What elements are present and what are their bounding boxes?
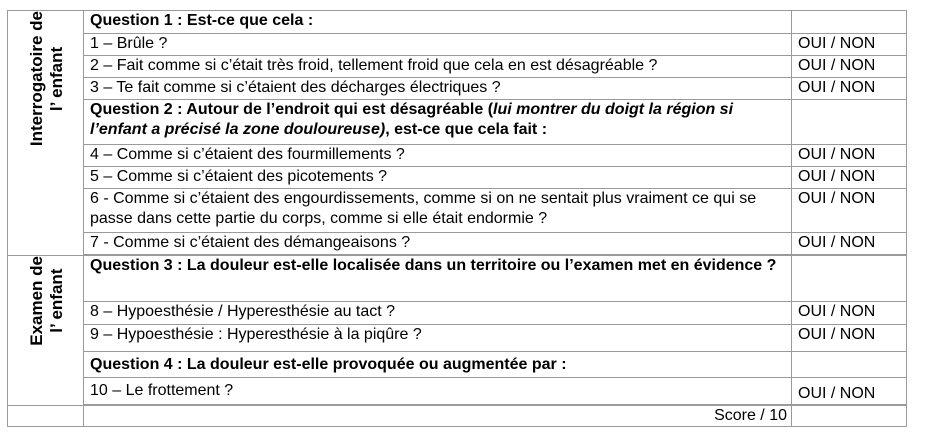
section-examen [8, 256, 84, 406]
q1-heading-row [8, 11, 907, 34]
question-item-2: 2 – Fait comme si c’était très froid, tellement froid que cela en est désagréable ? [84, 56, 792, 78]
score-row [8, 406, 907, 427]
empty-answer-cell [792, 256, 907, 302]
question-1-heading: Question 1 : Est-ce que cela : [84, 11, 792, 34]
table-row [8, 34, 907, 56]
empty-answer-cell [792, 100, 907, 145]
answer-oui-non: OUI / NON [792, 302, 907, 325]
answer-oui-non: OUI / NON [792, 189, 907, 233]
q4-heading-row [8, 352, 907, 378]
question-2-heading-start: Question 2 : Autour de l’endroit qui est désagréable ( [90, 101, 494, 118]
questionnaire-table [7, 10, 907, 427]
answer-oui-non: OUI / NON [792, 167, 907, 189]
question-item-8: 8 – Hypoesthésie / Hyperesthésie au tact ? [84, 302, 792, 325]
table-row [8, 302, 907, 325]
question-2-heading-end: , est-ce que cela fait : [385, 121, 548, 138]
empty-answer-cell [792, 352, 907, 378]
question-2-heading [84, 100, 792, 145]
answer-oui-non: OUI / NON [792, 78, 907, 100]
answer-oui-non: OUI / NON [792, 145, 907, 167]
table-row [8, 325, 907, 352]
section-interrogatoire-label: Interrogatoire de l’ enfant [26, 11, 66, 147]
score-empty-cell [8, 406, 84, 427]
answer-oui-non: OUI / NON [792, 34, 907, 56]
question-item-5: 5 – Comme si c’étaient des picotements ? [84, 167, 792, 189]
answer-oui-non: OUI / NON [792, 378, 907, 405]
question-item-9: 9 – Hypoesthésie : Hyperesthésie à la piqûre ? [84, 325, 792, 352]
answer-oui-non: OUI / NON [792, 233, 907, 255]
section-examen-label: Examen de l’ enfant [26, 256, 66, 346]
answer-oui-non: OUI / NON [792, 56, 907, 78]
table-row [8, 233, 907, 255]
score-value-cell [792, 406, 907, 427]
question-item-10: 10 – Le frottement ? [84, 378, 792, 405]
table-row [8, 56, 907, 78]
question-item-3: 3 – Te fait comme si c’étaient des décharges électriques ? [84, 78, 792, 100]
score-label: Score / 10 [84, 406, 792, 427]
section-interrogatoire [8, 11, 84, 256]
table-row [8, 78, 907, 100]
table-row [8, 145, 907, 167]
answer-oui-non: OUI / NON [792, 325, 907, 352]
table-row [8, 189, 907, 233]
question-4-heading: Question 4 : La douleur est-elle provoquée ou augmentée par : [84, 352, 792, 378]
q3-heading-row [8, 256, 907, 302]
empty-answer-cell [792, 11, 907, 34]
table-row [8, 378, 907, 405]
q2-heading-row [8, 100, 907, 145]
question-item-1: 1 – Brûle ? [84, 34, 792, 56]
question-2-heading-italic: lui montrer du doigt la région si l’enfant a précisé la zone douloureuse) [90, 101, 734, 138]
question-item-7: 7 - Comme si c’étaient des démangeaisons ? [84, 233, 792, 255]
question-item-6: 6 - Comme si c’étaient des engourdissements, comme si on ne sentait plus vraiment ce qui se passe dans cette partie du corps, comme si elle était endormie ? [84, 189, 792, 233]
question-3-heading: Question 3 : La douleur est-elle localisée dans un territoire ou l’examen met en évidence ? [84, 256, 792, 302]
table-row [8, 167, 907, 189]
question-item-4: 4 – Comme si c’étaient des fourmillements ? [84, 145, 792, 167]
